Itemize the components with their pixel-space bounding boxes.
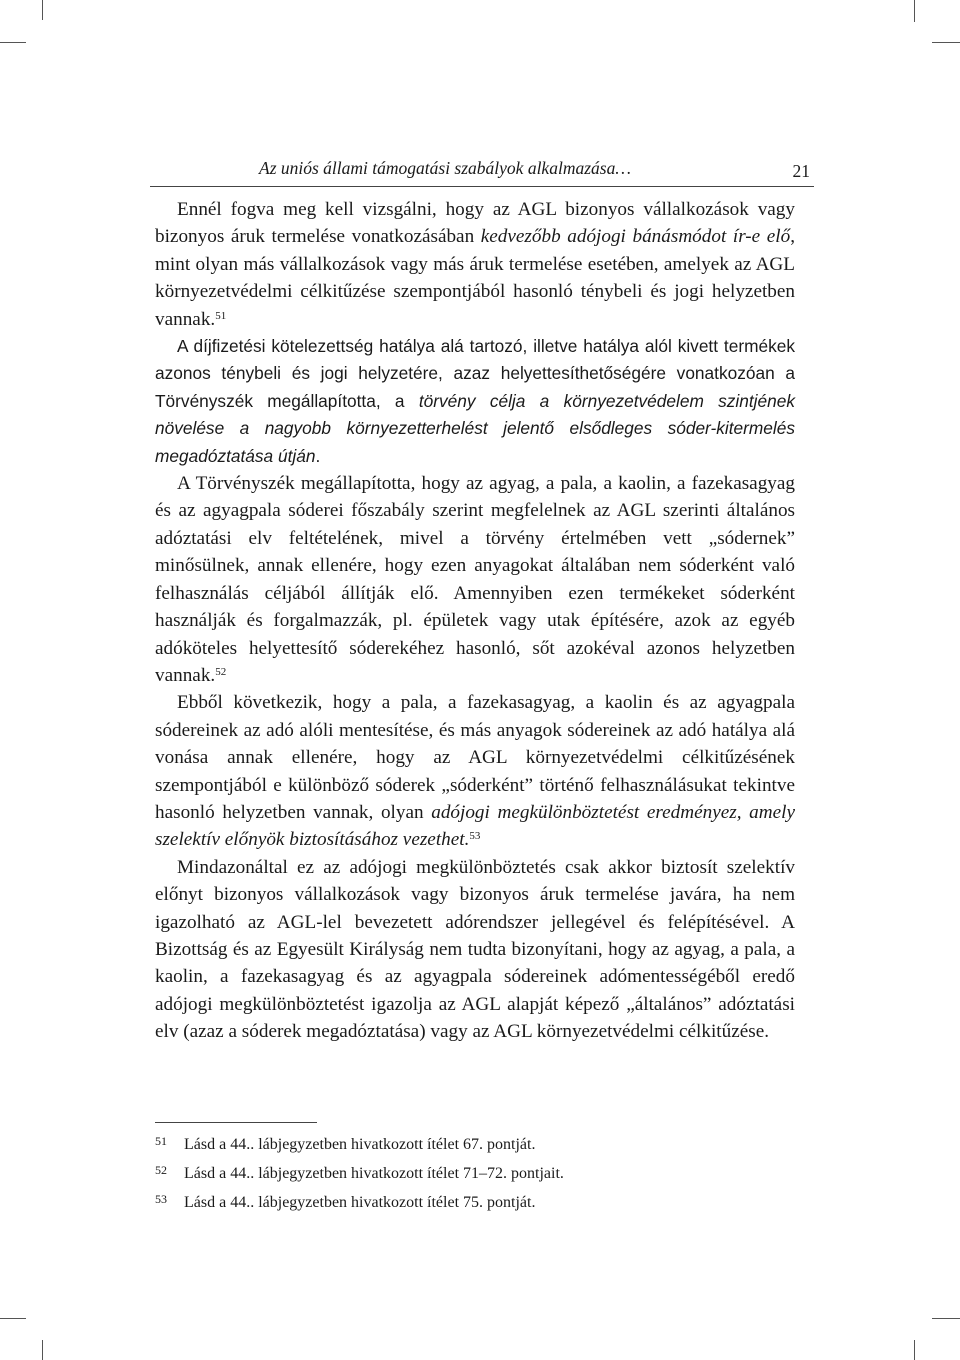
crop-mark-top-right-horizontal: [932, 42, 960, 43]
footnote-text: Lásd a 44.. lábjegyzetben hivatkozott ítélet 67. pontját.: [184, 1136, 536, 1153]
footnote: [155, 1192, 795, 1221]
footnote-number: 52: [155, 1163, 167, 1177]
crop-mark-top-left-horizontal: [0, 42, 26, 43]
footnote: [155, 1134, 795, 1163]
paragraph-text: Mindazonáltal ez az adójogi megkülönböztetés csak akkor biztosít szelektív előnyt bizonyos vállalkozások vagy bizonyos áruk termelése javára, ha nem igazolható az AGL-lel bevezetett adórendszer jellegével és felépítésével. A Bizottság és az Egyesült Királyság nem tudta bizonyítani, hogy az agyag, a pala, a kaolin, a fazekasagyag és az agyagpala sódereinek adómentességéből eredő adójogi megkülönböztetést igazolja az AGL alapját képező „általános” adóztatási elv (azaz a sóderek megadóztatása) vagy az AGL környezetvédelmi célkitűzése.: [155, 856, 795, 1043]
crop-mark-bottom-left-horizontal: [0, 1318, 26, 1319]
footnote: [155, 1163, 795, 1192]
paragraph-text: .: [315, 445, 321, 466]
footnote-number: 51: [155, 1134, 167, 1148]
paragraph: [155, 854, 795, 1046]
crop-mark-bottom-left-vertical: [42, 1340, 43, 1360]
emphasis-text: kedvezőbb adójogi bánásmódot ír-e elő: [480, 226, 791, 248]
paragraph-text: Ebből következik, hogy a pala, a fazekasagyag, a kaolin és az agyagpala sódereinek az adó alóli mentesítése, és más anyagok sódereinek az adó hatálya alá vonása annak ellenére, hogy az AGL környezetvédelmi célkitűzésének szempontjából e különböző sóderek „sóderként” történő felhasználásukat tekintve hasonló helyzetben vannak, olyan: [155, 692, 795, 823]
paragraph-text: , mint olyan más vállalkozások vagy más áruk termelése esetében, amelyek az AGL környezetvédelmi célkitűzése szempontjából hasonló ténybeli és jogi helyzetben vannak.: [155, 226, 796, 330]
crop-mark-bottom-right-vertical: [914, 1340, 915, 1360]
emphasis-text: adójogi megkülönböztetést eredményez, amely szelektív előnyök biztosításához vezethet.: [155, 801, 795, 851]
paragraph: [155, 470, 795, 689]
footnote-reference: 53: [469, 830, 481, 843]
crop-mark-bottom-right-horizontal: [932, 1318, 960, 1319]
running-header: [150, 156, 814, 187]
footnote-text: Lásd a 44.. lábjegyzetben hivatkozott ítélet 75. pontját.: [184, 1194, 536, 1211]
paragraph: [155, 333, 795, 470]
paragraph-text: A díjfizetési kötelezettség hatálya alá tartozó, illetve hatálya alól kivett termékek azonos ténybeli és jogi helyzetére, azaz helyettesíthetőségére vonatkozóan a Törvényszék megállapította, a: [155, 336, 795, 411]
footnote-number: 53: [155, 1192, 167, 1206]
footnote-reference: 52: [215, 665, 227, 678]
paragraph: [155, 196, 795, 333]
footnote-reference: 51: [215, 309, 227, 322]
running-title: Az uniós állami támogatási szabályok alkalmazása…: [259, 158, 631, 178]
footnote-text: Lásd a 44.. lábjegyzetben hivatkozott ítélet 71–72. pontjait.: [184, 1165, 564, 1182]
emphasis-text: törvény célja a környezetvédelem szintjének növelése a nagyobb környezetterhelést jelentő elsődleges sóder-kitermelés megadóztatása útján: [155, 390, 795, 466]
footnotes: [155, 1134, 795, 1221]
page-number: 21: [792, 161, 810, 181]
footnote-separator: [155, 1122, 317, 1123]
crop-mark-top-left-vertical: [42, 0, 43, 20]
paragraph-text: A Törvényszék megállapította, hogy az agyag, a pala, a kaolin, a fazekasagyag és az agyagpala sóderei főszabály szerint megfelelnek az AGL szerinti általános adóztatási elv feltételének, mivel a törvény értelmében vett „sódernek” minősülnek, annak ellenére, hogy ezen anyagokat általában nem sóderként való felhasználás céljából állítják elő. Amennyiben ezen termékeket sóderként használják és forgalmazzák, pl. épületek vagy utak építésére, azok az egyéb adóköteles helyettesítő sóderekéhez hasonló, sőt azokéval azonos helyzetben vannak.: [155, 473, 795, 686]
paragraph: [155, 689, 795, 853]
paragraph-text: Ennél fogva meg kell vizsgálni, hogy az AGL bizonyos vállalkozások vagy bizonyos áruk termelése vonatkozásában: [155, 199, 795, 248]
crop-mark-top-right-vertical: [914, 0, 915, 22]
body-text: [155, 196, 795, 1046]
